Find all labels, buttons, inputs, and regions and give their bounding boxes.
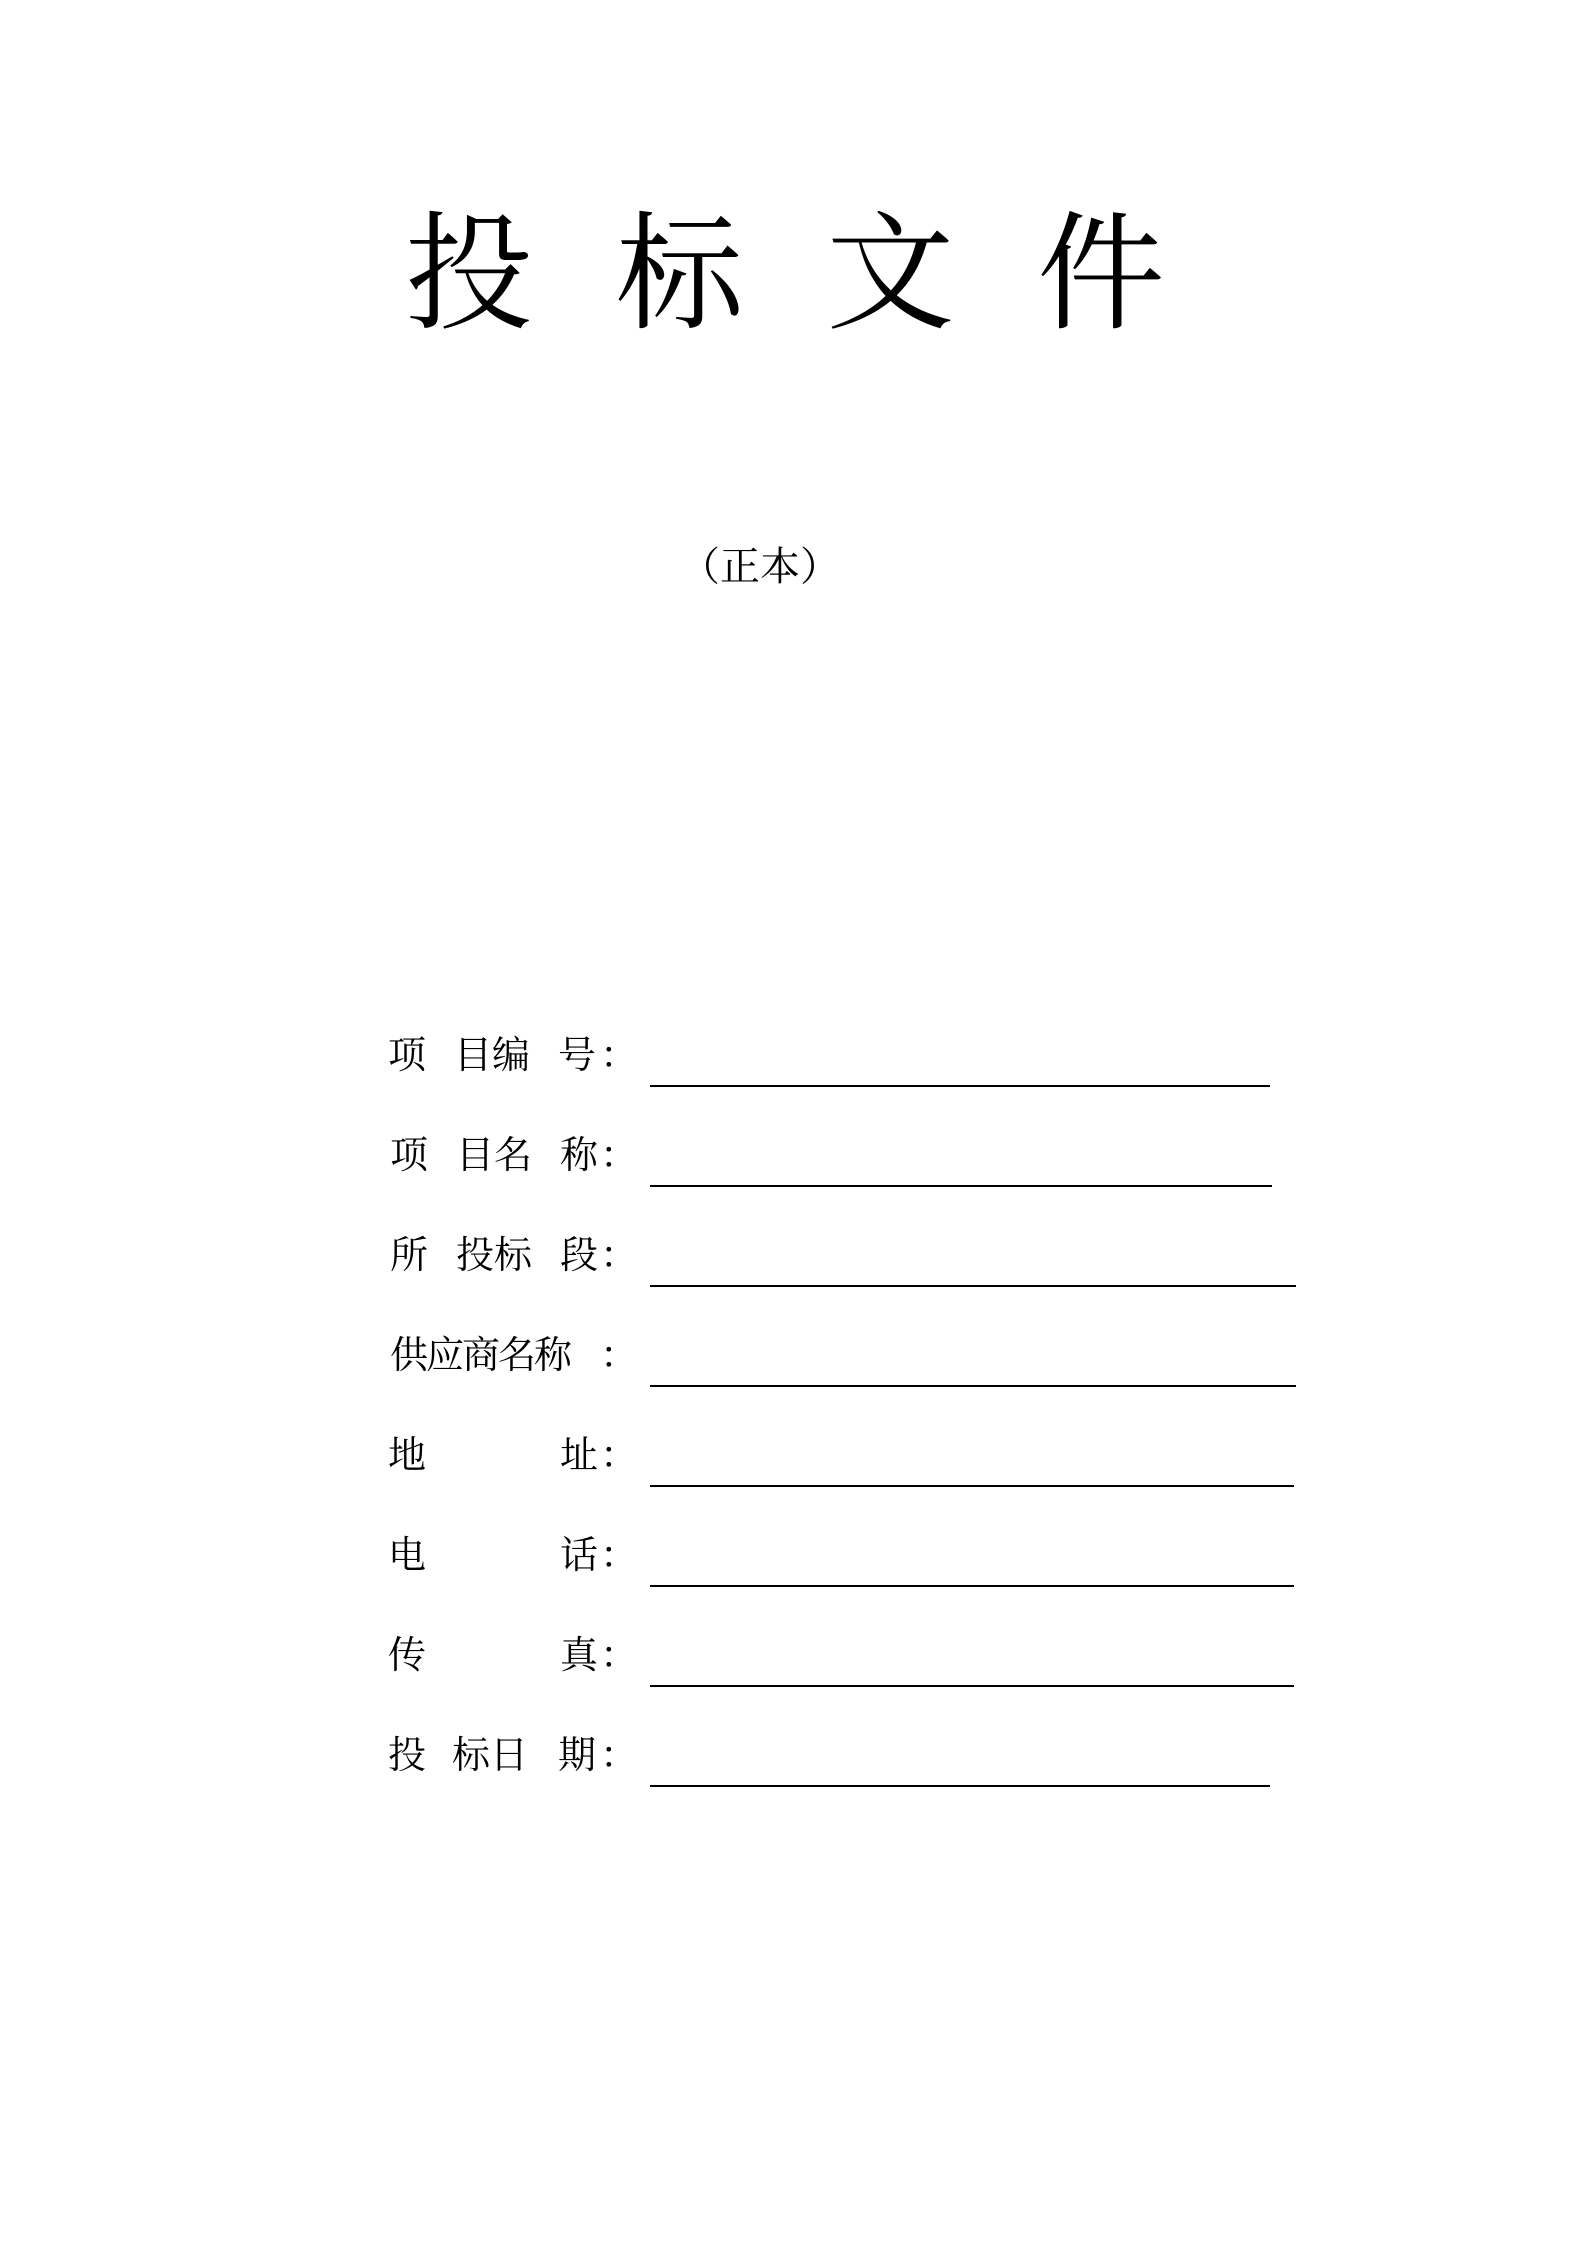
label-part: 地 bbox=[388, 1433, 427, 1477]
title-char: 投 bbox=[405, 200, 534, 349]
label-colon: ： bbox=[600, 1133, 639, 1177]
field-label bbox=[388, 1128, 639, 1182]
label-part: 标日 bbox=[452, 1733, 529, 1777]
label-colon: ： bbox=[600, 1033, 639, 1077]
label-colon: ： bbox=[600, 1333, 639, 1377]
title-char: 标 bbox=[615, 200, 744, 349]
title-char: 件 bbox=[1036, 200, 1165, 349]
label-part: 话 bbox=[560, 1533, 599, 1577]
title-char: 文 bbox=[826, 200, 955, 349]
supplier-name-blank[interactable] bbox=[650, 1385, 1296, 1387]
label-part: 项 bbox=[388, 1033, 427, 1077]
cover-info-fields bbox=[388, 1005, 1308, 1805]
label-part: 目名 bbox=[456, 1133, 533, 1177]
field-bid-date bbox=[388, 1705, 1308, 1805]
label-colon: ： bbox=[600, 1733, 639, 1777]
field-bid-section bbox=[388, 1205, 1308, 1305]
address-blank[interactable] bbox=[650, 1485, 1294, 1487]
phone-blank[interactable] bbox=[650, 1585, 1294, 1587]
field-project-name bbox=[388, 1105, 1308, 1205]
bid-date-blank[interactable] bbox=[650, 1785, 1270, 1787]
label-colon: ： bbox=[600, 1633, 639, 1677]
label-part: 称 bbox=[560, 1133, 599, 1177]
field-label bbox=[388, 1528, 639, 1582]
label-part: 号 bbox=[558, 1033, 597, 1077]
label-part: 电 bbox=[388, 1533, 427, 1577]
label-colon: ： bbox=[600, 1533, 639, 1577]
bid-section-blank[interactable] bbox=[650, 1285, 1296, 1287]
label-part: 传 bbox=[388, 1633, 427, 1677]
field-project-number bbox=[388, 1005, 1308, 1105]
field-label bbox=[388, 1728, 639, 1782]
field-supplier-name bbox=[388, 1305, 1308, 1405]
document-title bbox=[405, 190, 1165, 360]
label-part: 期 bbox=[558, 1733, 597, 1777]
label-part: 目编 bbox=[454, 1033, 531, 1077]
field-label bbox=[388, 1428, 639, 1482]
label-part: 址 bbox=[560, 1433, 599, 1477]
label-part: 段 bbox=[560, 1233, 599, 1277]
label-part: 投标 bbox=[456, 1233, 533, 1277]
label-part: 投 bbox=[388, 1733, 427, 1777]
label-colon: ： bbox=[600, 1433, 639, 1477]
label-part: 项 bbox=[390, 1133, 429, 1177]
document-copy-type: （正本） bbox=[680, 544, 840, 590]
label-part: 供应商名称 bbox=[390, 1333, 571, 1377]
label-colon: ： bbox=[600, 1233, 639, 1277]
field-label bbox=[388, 1328, 639, 1382]
project-name-blank[interactable] bbox=[650, 1185, 1272, 1187]
field-label bbox=[388, 1628, 639, 1682]
label-part: 真 bbox=[560, 1633, 599, 1677]
fax-blank[interactable] bbox=[650, 1685, 1294, 1687]
field-label bbox=[388, 1228, 639, 1282]
field-phone bbox=[388, 1505, 1308, 1605]
field-label bbox=[388, 1028, 639, 1082]
field-address bbox=[388, 1405, 1308, 1505]
project-number-blank[interactable] bbox=[650, 1085, 1270, 1087]
field-fax bbox=[388, 1605, 1308, 1705]
label-part: 所 bbox=[390, 1233, 429, 1277]
